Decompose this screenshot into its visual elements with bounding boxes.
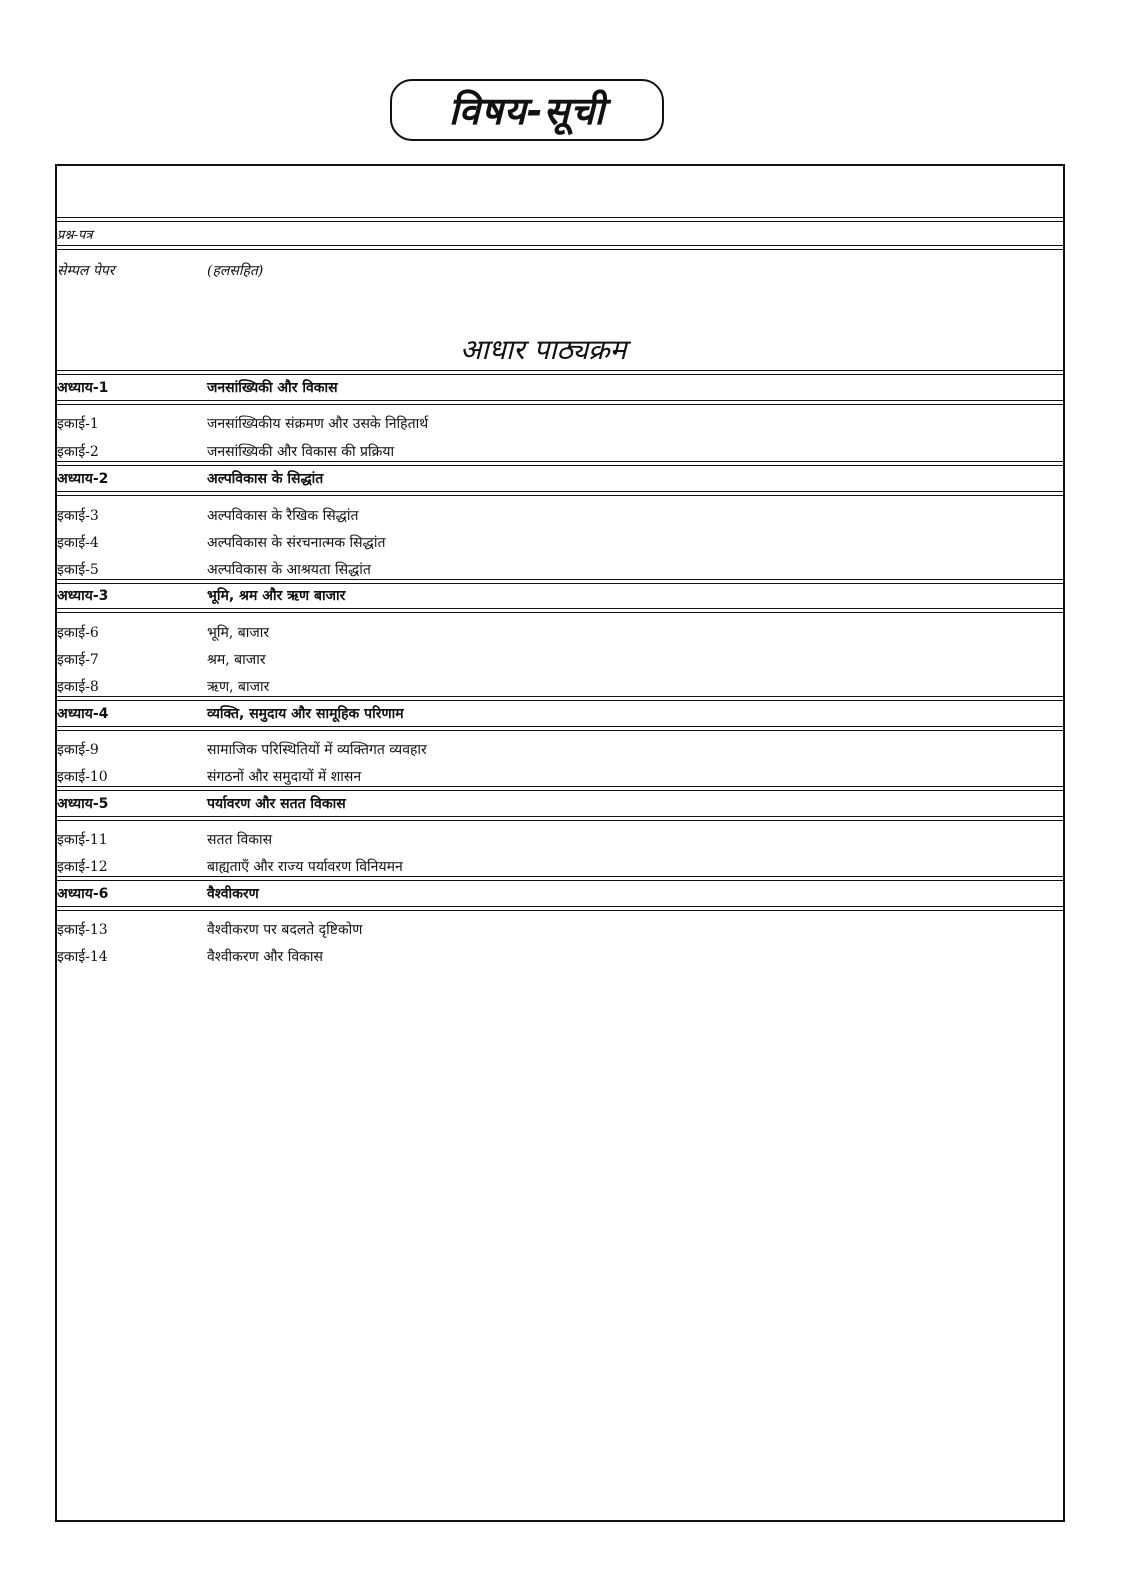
unit-title: सतत विकास — [207, 832, 273, 848]
divider-line — [55, 786, 1065, 791]
foundation-course-heading: आधार पाठ्यक्रम — [460, 333, 627, 366]
chapter-title: अल्पविकास के सिद्धांत — [207, 471, 324, 487]
divider-line — [55, 400, 1065, 405]
unit-title: बाह्यताएँ और राज्य पर्यावरण विनियमन — [207, 859, 403, 875]
chapter-title: पर्यावरण और सतत विकास — [207, 796, 346, 812]
unit-label: इकाई-14 — [57, 949, 108, 965]
unit-title: भूमि, बाजार — [207, 625, 270, 641]
unit-label: इकाई-2 — [57, 444, 99, 460]
unit-title: जनसांख्यिकीय संक्रमण और उसके निहितार्थ — [207, 416, 429, 432]
unit-title: सामाजिक परिस्थितियों में व्यक्तिगत व्यवहार — [207, 742, 427, 758]
divider-line — [55, 608, 1065, 613]
sample-paper-note: (हलसहित) — [207, 263, 264, 279]
chapter-label: अध्याय-5 — [57, 796, 109, 812]
page-title: विषय-सूची — [448, 89, 606, 133]
sample-paper-label: सेम्पल पेपर — [57, 263, 115, 279]
chapter-title: व्यक्ति, समुदाय और सामूहिक परिणाम — [207, 706, 404, 722]
chapter-title: भूमि, श्रम और ऋण बाजार — [207, 588, 346, 604]
unit-label: इकाई-9 — [57, 742, 99, 758]
question-paper-heading: प्रश्न-पत्र — [57, 228, 93, 243]
unit-label: इकाई-5 — [57, 562, 99, 578]
divider-line — [55, 906, 1065, 911]
unit-label: इकाई-11 — [57, 832, 108, 848]
title-box — [390, 79, 664, 141]
unit-label: इकाई-13 — [57, 922, 108, 938]
divider-line — [55, 726, 1065, 731]
chapter-label: अध्याय-3 — [57, 588, 109, 604]
chapter-label: अध्याय-2 — [57, 471, 109, 487]
divider-line — [55, 816, 1065, 821]
unit-title: श्रम, बाजार — [207, 652, 266, 668]
unit-label: इकाई-7 — [57, 652, 99, 668]
unit-title: जनसांख्यिकी और विकास की प्रक्रिया — [207, 444, 395, 460]
chapter-title: जनसांख्यिकी और विकास — [207, 380, 338, 396]
chapter-label: अध्याय-1 — [57, 380, 109, 396]
divider-line — [55, 579, 1065, 584]
unit-title: वैश्वीकरण पर बदलते दृष्टिकोण — [207, 922, 363, 938]
chapter-label: अध्याय-6 — [57, 886, 109, 902]
divider-line — [55, 461, 1065, 466]
divider-line — [55, 245, 1065, 250]
unit-title: वैश्वीकरण और विकास — [207, 949, 323, 965]
unit-title: संगठनों और समुदायों में शासन — [207, 769, 362, 785]
unit-title: अल्पविकास के संरचनात्मक सिद्धांत — [207, 535, 386, 551]
unit-label: इकाई-12 — [57, 859, 108, 875]
unit-title: ऋण, बाजार — [207, 679, 270, 695]
chapter-label: अध्याय-4 — [57, 706, 109, 722]
unit-label: इकाई-10 — [57, 769, 108, 785]
unit-label: इकाई-4 — [57, 535, 99, 551]
unit-label: इकाई-1 — [57, 416, 99, 432]
chapter-title: वैश्वीकरण — [207, 886, 259, 902]
unit-label: इकाई-8 — [57, 679, 99, 695]
divider-line — [55, 217, 1065, 222]
divider-line — [55, 370, 1065, 375]
unit-title: अल्पविकास के रैखिक सिद्धांत — [207, 508, 359, 524]
divider-line — [55, 876, 1065, 881]
unit-label: इकाई-6 — [57, 625, 99, 641]
unit-title: अल्पविकास के आश्रयता सिद्धांत — [207, 562, 371, 578]
divider-line — [55, 696, 1065, 701]
unit-label: इकाई-3 — [57, 508, 99, 524]
divider-line — [55, 491, 1065, 496]
